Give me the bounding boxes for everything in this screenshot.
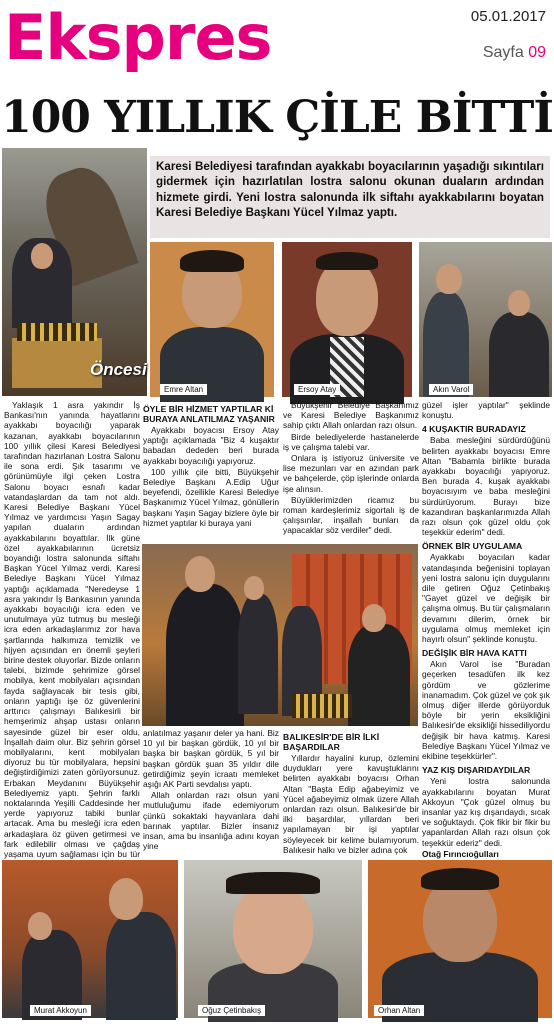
caption-murat: Murat Akkoyun: [30, 1005, 91, 1016]
caption-oguz: Oğuz Çetinbakış: [198, 1005, 265, 1016]
col3-paragraph-4: Büyüklerimizden ricamız bu roman kardeşlerimiz sigortalı iş de çalışsınlar, inşallah bunları da yapacaklar söz verdiler" dedi.: [283, 494, 419, 536]
byline: Otağ Fırıncıoğulları: [422, 848, 499, 859]
masthead: [0, 0, 554, 92]
column-5: [143, 728, 279, 858]
caption-akin: Akın Varol: [429, 384, 473, 395]
col3-paragraph-2: Birde belediyelerde hastanelerde iş ve çalışma talebi var.: [283, 431, 419, 452]
photo-ersoy-atay: [282, 242, 412, 397]
photo-mayor-shoeshine: [142, 544, 418, 726]
col3-paragraph-3: Onlara iş istiyoruz üniversite ve lise mezunları var en azından park ve bahçelerde, çöp işlerinde onlarda işe alınsın.: [283, 453, 419, 494]
col4-paragraph-0: güzel işler yaptılar" şeklinde konuştu.: [422, 400, 550, 421]
col6-subheading: BALIKESİR'DE BİR İLKİ BAŞARDILAR: [283, 732, 380, 752]
caption-orhan: Orhan Altan: [374, 1005, 424, 1016]
photo-orhan-altan: [368, 860, 552, 1018]
column-3: [283, 400, 419, 542]
column-2: [143, 400, 279, 542]
col4-paragraph-1: Baba mesleğini sürdürdüğünü belirten ayakkabı boyacısı Emre Altan "Babamla birlikte burada ayakkabı boyacılığı yapıyoruz. Ben burada 4. kuşak ayakkabı boyacısıyım ve baba mesleğini sürdürüyorum. Burayı bize kazandıran başkanlarımızda Allah razı olsun çok güzel oldu çok teşekkür ederim" dedi.: [422, 435, 550, 538]
issue-date: 05.01.2017: [470, 8, 546, 25]
caption-ersoy: Ersoy Atay: [294, 384, 340, 395]
col4-subheading-1: 4 KUŞAKTIR BURADAYIZ: [422, 424, 526, 435]
col4-subheading-2: ÖRNEK BİR UYGULAMA: [422, 541, 523, 552]
newspaper-logo: Ekspres: [4, 1, 272, 74]
col2-subheading: ÖYLE BİR HİZMET YAPTILAR Kİ BURAYA ANLATILMAZ YAŞANIR: [143, 404, 275, 424]
photo-oguz-cetinbakis: [184, 860, 362, 1018]
photo-murat-akkoyun: [2, 860, 178, 1018]
col4-subheading-3: DEĞİŞİK BİR HAVA KATTI: [422, 648, 527, 659]
before-label: Öncesi: [90, 360, 147, 379]
col2-paragraph-1: Ayakkabı boyacısı Ersoy Atay yaptığı açıklamada "Biz 4 kuşaktır babadan dededen beri burada ayakkabı boyacılığı yapıyoruz.: [143, 425, 279, 466]
article-headline: 100 YILLIK ÇİLE BİTTİ: [1, 92, 553, 143]
col4-paragraph-3: Akın Varol ise "Buradan geçerken tesadüfen ilk kez gördüm ve gözlerime inanamadım. Çok güzel ve çok şık olmuş diğer illerde görüyorduk böyle bir yerin eksikliğini Balıkesir'de eksikliği hissediliyordu değişik bir hava katmış. Karesi Belediye Başkanı Yücel Yılmaz ve ekibine teşekkürler".: [422, 659, 550, 762]
column-1: [4, 400, 140, 859]
col4-paragraph-4: Yeni lostra salonunda ayakkabılarını boyatan Murat Akkoyun "Çok güzel olmuş bu insanlar yaz kış dışarıdaydı, sıcak ve soğuktaydı. Çok fikir bir fikir bu yapanlardan Allah razı olsun çok teşekkür ederiz" dedi.: [422, 776, 550, 848]
column-6: [283, 728, 419, 858]
col6-paragraph-1: Yıllardır hayalini kurup, özlemini duydukları yere kavuştuklarını belirten ayakkabı boyacısı Orhan Altan "Başta Edip ağabeyimiz ve Yücel ağabeyimiz olmak üzere Allah onlardan razı olsun. Balıkesir'de bir ilki başardılar, yıllardan beri yapılamayan bir işi yaptılar söyleyecek bir kelime bulamıyorum. Balıkesir halkı ve bizler adına çok: [283, 753, 419, 855]
col2-paragraph-2: 100 yıllık çile bitti, Büyükşehir Belediye Başkanı A.Edip Uğur beyefendi, özellikle Karesi Belediye Başkanımız Yücel Yılmaz, gönüllerin başkanı Yaşın Sagay bizlere öyle bir hizmet yaptılar ki buraya yani: [143, 466, 279, 528]
article-lead: Karesi Belediyesi tarafından ayakkabı boyacılarının yaşadığı sıkıntıları gidermek için hazırlatılan lostra salonu okunan duaların ardından hizmete girdi. Yeni lostra salonunda ilk siftahı ayakkabılarını boyatan Karesi Belediye Başkanı Yücel Yılmaz yaptı.: [150, 156, 550, 238]
col4-paragraph-2: Ayakkabı boyacıları kadar vatandaşında beğenisini toplayan yeni lostra salonu için duygularını dile getiren Oğuz Çetinbakış "Gayet güzel ve değişik bir çalışma olmuş. Bu tür çalışmaların devamını dilerim, örnek bir uygulama olmuş memleket için hayırlı olsun" şeklinde konuştu.: [422, 552, 550, 645]
column-4: [422, 400, 550, 859]
photo-emre-altan: [150, 242, 274, 397]
col5-paragraph-1: anlatılmaz yaşanır deler ya hani. Biz 10 yıl bir başkan gördük, 10 yıl bir başka bir başkan gördük, 5 yıl bir başkan gördük şuan 35 yıldır dile getirdiğimiz şeyin icraatı memleket aşığı AK Parti sevdalısı yaptı.: [143, 728, 279, 790]
col3-paragraph-1: Büyükşehir Belediye Başkanımız ve Karesi Belediye Başkanımız sahip çıktı Allah onlardan razı olsun.: [283, 400, 419, 431]
page-number-value: 09: [528, 44, 546, 61]
photo-akin-varol: [419, 242, 552, 397]
before-photo: [2, 148, 147, 396]
page-label: Sayfa: [482, 44, 524, 61]
col5-paragraph-2: Allah onlardan razı olsun yani mutluluğumu ifade edemiyorum çünkü sokaktaki hayvanlara dahi barınak yaptılar. Bizler insanız insan, ama bu insanlığa adını koyan yine: [143, 790, 279, 852]
col1-paragraph: Yaklaşık 1 asra yakındır İş Bankası'nın yanında hayatlarını ayakkabı boyacılığı yaparak kazanan, ayakkabı boyacılarının 100 yıllık çilesi Karesi Belediyesi tarafından hazırlanan Lostra Salonu ile sona erdi. Şık tasarımı ve görünümüyle ilgi çeken Lostra Salonu boyacı esnafı kadar vatandaşlardan da tam not aldı. Karesi Belediye Başkanı Yücel Yılmaz ve yardımcısı Yaşın Sagay yapılan duaların ardından ayakkabılarını boyattılar. İlk güne özel ayakkabılarının ücretsiz boyandığı lostra salonunda siftahı Başkan Yücel Yılmaz verdi. Karesi Belediye Başkanı Yücel Yılmaz yaptığı açıklamada "Neredeyse 1 asra yakındır İş Bankasının yanında ayakkabı boyacılığı icra eden ve unutulmaya yüz tutmuş bu mesleği icra eden arkadaşlarımız zor hava şartlarında halkımıza temizlik ve hijyen açısından en önemli şeyleri birine destek oluyorlar. Bizde onların talebi, bizimde şehrimize görsel mobilya, kent mobilyaları açısından fayda sağlayacak bir tesis gibi, onların yaptığı işe öz güvenlerini arttırıcı çalışmayı Balıkesirli bir hemşerimiz ahşap ustası onların sayesinde güzel bir eser oldu, İnşallah daim olur. Biz şehrin görsel mobilyalarını, kent mobilyaları diyoruz bu tür mobilyalara, hepsini değiştirdiğimizi zaten görüyorsunuz. Erbakan Meydanını Büyükşehir Belediyemiz yaptı. Şehrin farklı noktalarında Yeşilli Caddesinde her yerde yapıyoruz tabiki bunlar artacak. Ama bu mesleği icra eden arkadaşlara öz güven getirmesi ve fark edilebilir olması ve çağdaş yaşama uyum sağlaması için bu tür: [4, 400, 140, 859]
col4-subheading-4: YAZ KIŞ DIŞARIDAYDILAR: [422, 765, 531, 776]
caption-emre: Emre Altan: [160, 384, 207, 395]
page-number: [483, 44, 546, 62]
